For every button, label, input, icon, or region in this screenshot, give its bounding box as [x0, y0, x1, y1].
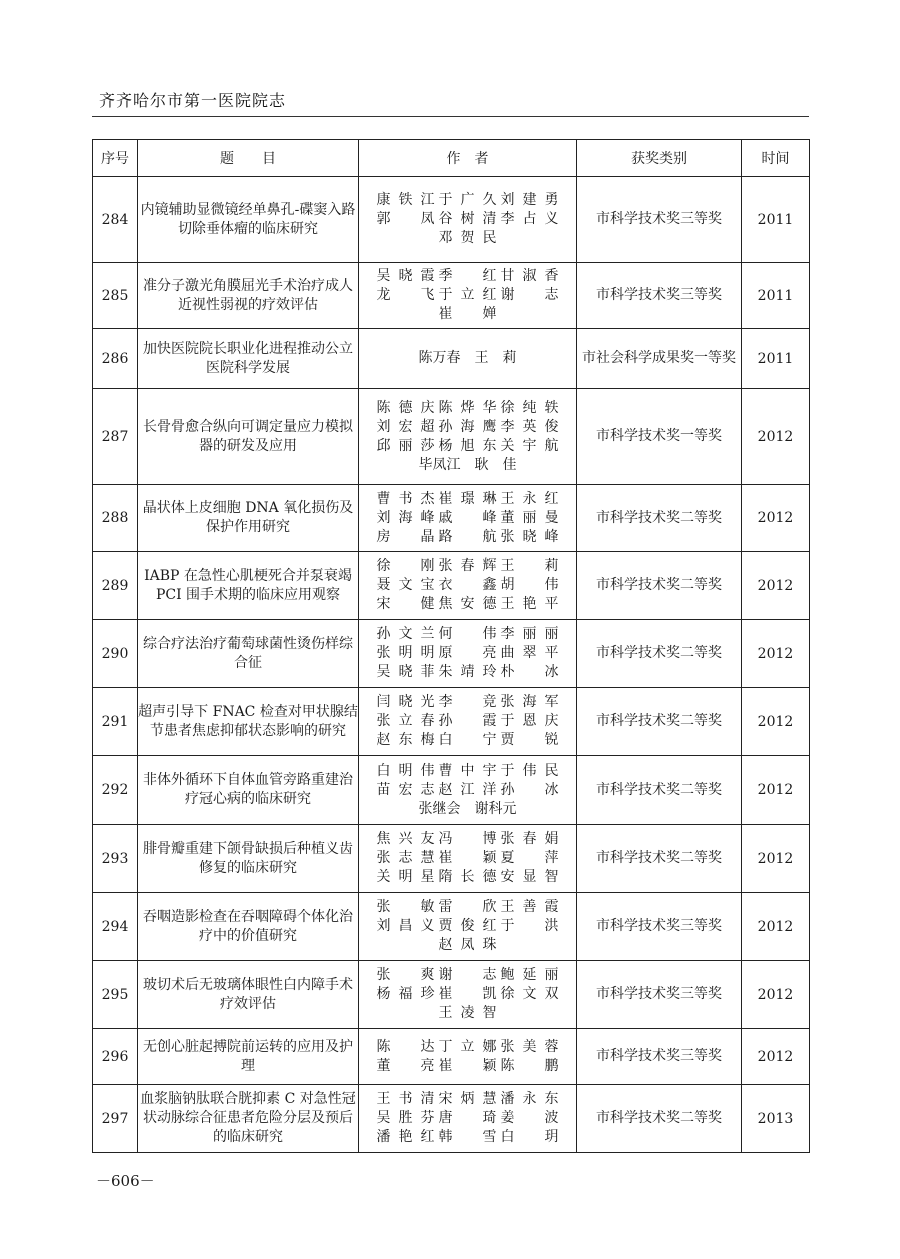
author-name: 闫晓光	[376, 694, 435, 710]
author-name: 崔 婵	[438, 306, 497, 322]
table-row	[93, 263, 810, 329]
author-name: 戚 峰	[438, 509, 497, 526]
author-line	[359, 712, 576, 731]
table-row	[93, 756, 810, 825]
author-name: 刘建勇	[500, 192, 559, 208]
author-name: 郭 凤	[376, 211, 435, 227]
row-authors	[359, 263, 577, 329]
author-name: 张 敏	[376, 899, 435, 915]
table-row	[93, 1085, 810, 1153]
running-header-title: 齐齐哈尔市第一医院院志	[99, 91, 287, 110]
author-name: 龙 飞	[376, 287, 435, 303]
author-name: 安显智	[500, 869, 559, 885]
author-line	[359, 437, 576, 456]
row-title: 长骨骨愈合纵向可调定量应力模拟器的研发及应用	[138, 389, 359, 485]
author-name: 崔 凯	[438, 986, 497, 1002]
author-name: 朴 冰	[500, 664, 559, 680]
author-line	[359, 693, 576, 712]
row-number: 286	[93, 329, 138, 389]
author-name: 李 竞	[438, 694, 497, 710]
author-line	[359, 731, 576, 750]
row-number: 285	[93, 263, 138, 329]
author-line	[359, 509, 576, 528]
author-name: 谢 志	[500, 287, 559, 303]
author-name: 关宇航	[500, 437, 559, 454]
awards-table	[92, 139, 810, 1153]
row-year: 2012	[742, 961, 810, 1029]
row-award: 市科学技术奖二等奖	[577, 485, 742, 552]
header-rule	[92, 116, 809, 117]
author-name: 冯 博	[438, 831, 497, 847]
author-name	[501, 936, 559, 955]
author-name: 贾俊红	[438, 918, 497, 934]
author-name	[377, 229, 435, 248]
author-line	[359, 286, 576, 305]
author-line	[359, 1038, 576, 1057]
author-name: 徐纯轶	[500, 399, 559, 416]
author-name: 刘宏超	[376, 418, 435, 435]
row-authors	[359, 620, 577, 688]
author-name: 杨福珍	[376, 986, 435, 1002]
author-name: 于立红	[438, 287, 497, 303]
row-number: 291	[93, 688, 138, 756]
author-name: 于伟民	[500, 762, 559, 779]
author-name: 陈德庆	[376, 399, 435, 416]
author-line	[359, 830, 576, 849]
author-line	[359, 898, 576, 917]
author-name: 吴胜芬	[376, 1110, 435, 1126]
table-row	[93, 893, 810, 961]
author-name: 刘海峰	[376, 509, 435, 526]
author-name: 关明星	[376, 869, 435, 885]
author-name: 张明明	[376, 645, 435, 661]
table-row	[93, 688, 810, 756]
row-number: 293	[93, 825, 138, 893]
row-title: 玻切术后无玻璃体眼性白内障手术疗效评估	[138, 961, 359, 1029]
author-name: 孙海鹰	[438, 418, 497, 435]
author-name: 陈烨华	[438, 399, 497, 416]
row-number: 287	[93, 389, 138, 485]
table-row	[93, 177, 810, 263]
author-line	[359, 595, 576, 614]
row-year: 2012	[742, 1029, 810, 1085]
author-name: 张海军	[500, 694, 559, 710]
row-year: 2011	[742, 177, 810, 263]
author-name: 衣 鑫	[438, 577, 497, 593]
author-line	[359, 1004, 576, 1023]
author-name: 邓贺民	[438, 230, 497, 246]
author-name: 夏 萍	[500, 850, 559, 866]
author-name: 孙 霞	[438, 713, 497, 729]
author-name	[501, 1004, 559, 1023]
row-title: IABP 在急性心肌梗死合并泵衰竭 PCI 围手术期的临床应用观察	[138, 552, 359, 620]
row-title: 加快医院院长职业化进程推动公立医院科学发展	[138, 329, 359, 389]
author-name: 何 伟	[438, 626, 497, 642]
author-line	[359, 644, 576, 663]
author-name: 孙 冰	[500, 781, 559, 798]
row-award: 市科学技术奖二等奖	[577, 620, 742, 688]
row-title: 腓骨瓣重建下颌骨缺损后种植义齿修复的临床研究	[138, 825, 359, 893]
author-line	[359, 349, 576, 368]
author-name: 胡 伟	[500, 577, 559, 593]
author-name: 张 爽	[376, 967, 435, 983]
author-name: 崔 颖	[438, 850, 497, 866]
row-title: 综合疗法治疗葡萄球菌性烫伤样综合征	[138, 620, 359, 688]
author-name: 李丽丽	[500, 626, 559, 642]
author-line	[359, 1057, 576, 1076]
author-name: 吴晓菲	[376, 664, 435, 680]
author-line	[359, 191, 576, 210]
author-name: 张继会 谢科元	[418, 800, 517, 817]
row-award: 市科学技术奖二等奖	[577, 1085, 742, 1153]
author-name: 邱丽莎	[376, 437, 435, 454]
row-year: 2012	[742, 485, 810, 552]
row-award: 市社会科学成果奖一等奖	[577, 329, 742, 389]
table-body	[93, 177, 810, 1153]
author-name: 徐 刚	[376, 558, 435, 574]
author-line	[359, 762, 576, 781]
row-authors	[359, 485, 577, 552]
row-award: 市科学技术奖二等奖	[577, 688, 742, 756]
column-header-title: 题 目	[138, 140, 359, 177]
row-authors	[359, 177, 577, 263]
author-name: 王 莉	[500, 558, 559, 574]
row-number: 290	[93, 620, 138, 688]
author-name: 张立春	[376, 713, 435, 729]
author-line	[359, 1128, 576, 1147]
row-year: 2012	[742, 825, 810, 893]
row-year: 2012	[742, 620, 810, 688]
row-number: 292	[93, 756, 138, 825]
row-award: 市科学技术奖三等奖	[577, 177, 742, 263]
row-authors	[359, 389, 577, 485]
author-line	[359, 418, 576, 437]
table-header-row	[93, 140, 810, 177]
author-line	[359, 917, 576, 936]
row-authors	[359, 688, 577, 756]
author-name: 张晓峰	[500, 528, 559, 545]
table-row	[93, 552, 810, 620]
row-award: 市科学技术奖三等奖	[577, 1029, 742, 1085]
author-name: 王艳平	[500, 596, 559, 612]
author-name: 宋 健	[376, 596, 435, 612]
author-name: 苗宏志	[376, 781, 435, 798]
row-year: 2013	[742, 1085, 810, 1153]
author-name: 焦安德	[438, 596, 497, 612]
author-line	[359, 985, 576, 1004]
author-line	[359, 800, 576, 819]
author-line	[359, 399, 576, 418]
row-award: 市科学技术奖二等奖	[577, 756, 742, 825]
author-name: 孙文兰	[376, 626, 435, 642]
author-name: 王善霞	[500, 899, 559, 915]
row-award: 市科学技术奖二等奖	[577, 825, 742, 893]
column-header-authors: 作 者	[359, 140, 577, 177]
row-number: 288	[93, 485, 138, 552]
column-header-number: 序号	[93, 140, 138, 177]
row-authors	[359, 893, 577, 961]
author-name: 隋长德	[438, 869, 497, 885]
row-award: 市科学技术奖二等奖	[577, 552, 742, 620]
author-name: 朱靖玲	[438, 664, 497, 680]
author-name: 季 红	[438, 268, 497, 284]
row-year: 2011	[742, 263, 810, 329]
author-name: 吴晓霞	[376, 268, 435, 284]
author-line	[359, 305, 576, 324]
author-name: 于 洪	[500, 918, 559, 934]
row-award: 市科学技术奖一等奖	[577, 389, 742, 485]
row-number: 297	[93, 1085, 138, 1153]
author-name: 白 玥	[500, 1129, 559, 1145]
author-line	[359, 490, 576, 509]
author-name: 陈万春 王 莉	[418, 350, 517, 366]
table-row	[93, 961, 810, 1029]
author-name: 贾 锐	[500, 732, 559, 748]
author-name: 李英俊	[500, 418, 559, 435]
row-title: 晶状体上皮细胞 DNA 氧化损伤及保护作用研究	[138, 485, 359, 552]
author-line	[359, 557, 576, 576]
author-name	[501, 305, 559, 324]
author-name: 曲翠平	[500, 645, 559, 661]
author-name: 于恩庆	[500, 713, 559, 729]
author-line	[359, 528, 576, 547]
column-header-year: 时间	[742, 140, 810, 177]
author-name: 韩 雪	[438, 1129, 497, 1145]
author-line	[359, 229, 576, 248]
author-line	[359, 267, 576, 286]
row-authors	[359, 1029, 577, 1085]
author-name: 崔璟琳	[438, 490, 497, 507]
author-name: 王书清	[376, 1091, 435, 1107]
author-name	[377, 1004, 435, 1023]
author-name: 聂文宝	[376, 577, 435, 593]
row-authors	[359, 756, 577, 825]
column-header-award: 获奖类别	[577, 140, 742, 177]
author-name: 王凌智	[438, 1005, 497, 1021]
author-name: 赵东梅	[376, 732, 435, 748]
row-authors	[359, 329, 577, 389]
author-line	[359, 868, 576, 887]
author-name: 杨旭东	[438, 437, 497, 454]
row-title: 内镜辅助显微镜经单鼻孔-碟窦入路切除垂体瘤的临床研究	[138, 177, 359, 263]
author-line	[359, 849, 576, 868]
author-name: 李占义	[500, 211, 559, 227]
author-name: 于广久	[438, 192, 497, 208]
row-title: 血浆脑钠肽联合胱抑素 C 对急性冠状动脉综合征患者危险分层及预后的临床研究	[138, 1085, 359, 1153]
author-name: 潘永东	[500, 1091, 559, 1107]
row-title: 非体外循环下自体血管旁路重建治疗冠心病的临床研究	[138, 756, 359, 825]
author-name: 陈 达	[376, 1038, 435, 1055]
author-name: 甘淑香	[500, 268, 559, 284]
author-name: 白 宁	[438, 732, 497, 748]
author-name: 潘艳红	[376, 1129, 435, 1145]
author-name: 徐文双	[500, 986, 559, 1002]
author-name: 崔 颖	[438, 1057, 497, 1074]
row-year: 2012	[742, 389, 810, 485]
author-name: 唐 琦	[438, 1110, 497, 1126]
author-name	[377, 305, 435, 324]
row-number: 296	[93, 1029, 138, 1085]
author-name	[377, 936, 435, 955]
table-row	[93, 825, 810, 893]
row-title: 超声引导下 FNAC 检查对甲状腺结节患者焦虑抑郁状态影响的研究	[138, 688, 359, 756]
row-year: 2011	[742, 329, 810, 389]
row-year: 2012	[742, 756, 810, 825]
author-name: 赵江洋	[438, 781, 497, 798]
row-authors	[359, 1085, 577, 1153]
author-name: 宋炳慧	[438, 1091, 497, 1107]
author-name: 毕凤江 耿 佳	[418, 456, 517, 473]
row-year: 2012	[742, 552, 810, 620]
author-line	[359, 1109, 576, 1128]
author-name: 谢 志	[438, 967, 497, 983]
author-line	[359, 781, 576, 800]
author-line	[359, 456, 576, 475]
row-authors	[359, 552, 577, 620]
author-name: 张美蓉	[500, 1038, 559, 1055]
author-name: 康铁江	[376, 192, 435, 208]
author-name	[501, 229, 559, 248]
row-number: 284	[93, 177, 138, 263]
row-title: 准分子激光角膜屈光手术治疗成人近视性弱视的疗效评估	[138, 263, 359, 329]
row-number: 289	[93, 552, 138, 620]
author-name: 路 航	[438, 528, 497, 545]
author-name: 张春娟	[500, 831, 559, 847]
author-line	[359, 625, 576, 644]
author-name: 雷 欣	[438, 899, 497, 915]
row-title: 无创心脏起搏院前运转的应用及护理	[138, 1029, 359, 1085]
author-name: 谷树清	[438, 211, 497, 227]
author-name: 白明伟	[376, 762, 435, 779]
table-row	[93, 620, 810, 688]
author-name: 鲍延丽	[500, 967, 559, 983]
row-year: 2012	[742, 688, 810, 756]
row-number: 295	[93, 961, 138, 1029]
page-number: －606－	[96, 1172, 155, 1190]
author-name: 赵凤珠	[438, 937, 497, 953]
author-name: 刘昌义	[376, 918, 435, 934]
author-name: 王永红	[500, 490, 559, 507]
author-name: 董 亮	[376, 1057, 435, 1074]
row-award: 市科学技术奖三等奖	[577, 893, 742, 961]
table-row	[93, 389, 810, 485]
row-title: 吞咽造影检查在吞咽障碍个体化治疗中的价值研究	[138, 893, 359, 961]
author-name: 董丽曼	[500, 509, 559, 526]
author-line	[359, 576, 576, 595]
author-line	[359, 210, 576, 229]
author-name: 原 亮	[438, 645, 497, 661]
author-name: 姜 波	[500, 1110, 559, 1126]
row-award: 市科学技术奖三等奖	[577, 263, 742, 329]
table-row	[93, 329, 810, 389]
table-row	[93, 485, 810, 552]
author-line	[359, 1090, 576, 1109]
author-name: 张春辉	[438, 558, 497, 574]
author-line	[359, 663, 576, 682]
author-name: 陈 鹏	[500, 1057, 559, 1074]
table-row	[93, 1029, 810, 1085]
row-authors	[359, 825, 577, 893]
row-authors	[359, 961, 577, 1029]
row-number: 294	[93, 893, 138, 961]
author-name: 张志慧	[376, 850, 435, 866]
author-name: 曹书杰	[376, 490, 435, 507]
author-name: 丁立娜	[438, 1038, 497, 1055]
row-year: 2012	[742, 893, 810, 961]
author-name: 焦兴友	[376, 831, 435, 847]
author-name: 曹中宇	[438, 762, 497, 779]
author-line	[359, 966, 576, 985]
author-line	[359, 936, 576, 955]
author-name: 房 晶	[376, 528, 435, 545]
row-award: 市科学技术奖三等奖	[577, 961, 742, 1029]
